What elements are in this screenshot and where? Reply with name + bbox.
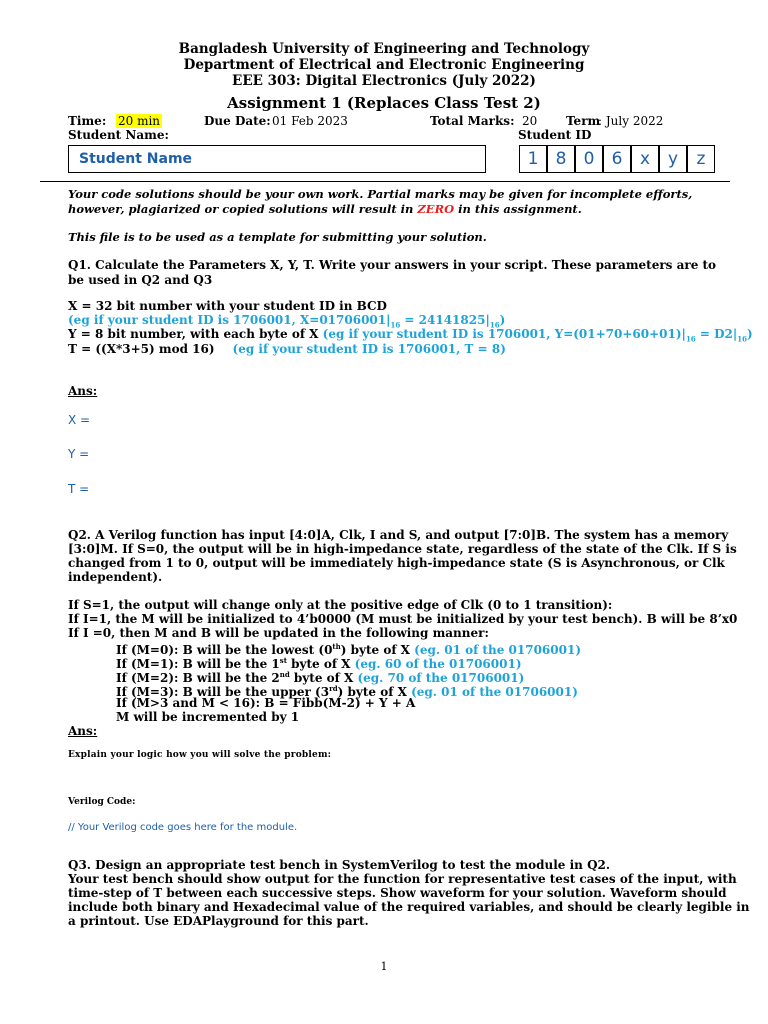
x-example-sub: 16: [390, 320, 401, 330]
student-id-digit[interactable]: 0: [575, 145, 603, 173]
case-sup: th: [332, 642, 341, 651]
t-answer[interactable]: T =: [68, 482, 90, 496]
assignment-title: Assignment 1 (Replaces Class Test 2): [227, 94, 541, 112]
course-title: EEE 303: Digital Electronics (July 2022): [232, 73, 536, 89]
case-sup: st: [279, 656, 287, 665]
verilog-code-label: Verilog Code:: [68, 797, 136, 807]
student-id-digit[interactable]: x: [631, 145, 659, 173]
q1-answer-label: Ans:: [68, 384, 98, 398]
y-answer[interactable]: Y =: [68, 447, 90, 461]
zero-warning: ZERO: [417, 202, 455, 216]
q2-case-fib: If (M>3 and M < 16): B = Fibb(M-2) + Y + A: [116, 696, 416, 710]
q2-line-4: independent).: [68, 570, 163, 584]
x-answer[interactable]: X =: [68, 413, 91, 427]
q2-rule-3: If I =0, then M and B will be updated in the following manner:: [68, 626, 489, 640]
department-name: Department of Electrical and Electronic Engineering: [183, 57, 585, 73]
header-divider: [40, 181, 730, 182]
q2-rule-2: If I=1, the M will be initialized to 4’b0000 (M must be initialized by your test bench). B will be 8’x0: [68, 612, 738, 626]
case-example: (eg. 70 of the 01706001): [357, 671, 525, 685]
case-text: If (M=2): B will be the 2: [116, 671, 280, 685]
q1-line-2: be used in Q2 and Q3: [68, 273, 213, 287]
university-name: Bangladesh University of Engineering and Technology: [178, 41, 590, 57]
t-definition: [68, 342, 506, 356]
q2-line-3: changed from 1 to 0, output will be immediately high-impedance state (S is Asynchronous, or Clk: [68, 556, 725, 570]
case-example: (eg. 01 of the 01706001): [411, 685, 578, 699]
x-example-text: (eg if your student ID is 1706001, X=01706001|: [68, 313, 391, 327]
x-definition: X = 32 bit number with your student ID in BCD: [68, 299, 387, 313]
q2-line-1: Q2. A Verilog function has input [4:0]A, Clk, I and S, and output [7:0]B. The system has a memory: [68, 528, 729, 542]
explain-logic-label: Explain your logic how you will solve the problem:: [68, 750, 332, 760]
student-id-label: Student ID: [518, 128, 592, 142]
case-text: If (M=1): B will be the 1: [116, 657, 280, 671]
q3-line-2: Your test bench should show output for the function for representative test cases of the input, with: [68, 872, 737, 886]
case-text: If (M=0): B will be the lowest (0: [116, 643, 333, 657]
q3-line-1: Q3. Design an appropriate test bench in SystemVerilog to test the module in Q2.: [68, 858, 611, 872]
total-marks-value: 20: [522, 114, 538, 128]
total-marks-label: Total Marks:: [430, 114, 515, 128]
student-id-digit[interactable]: 1: [519, 145, 547, 173]
student-name-label: Student Name:: [68, 128, 169, 142]
q3-line-5: a printout. Use EDAPlayground for this part.: [68, 914, 369, 928]
student-name-field[interactable]: [68, 145, 486, 173]
q2-case-increment: M will be incremented by 1: [116, 710, 300, 724]
x-example-sub: 16: [489, 320, 500, 330]
case-example: (eg. 01 of the 01706001): [414, 643, 581, 657]
page-number: 1: [380, 960, 388, 973]
due-date-label: Due Date:: [204, 114, 271, 128]
y-example-text: (eg if your student ID is 1706001, Y=(01+70+60+01)|: [322, 327, 686, 341]
notice-text: however, plagiarized or copied solutions will result in: [68, 202, 418, 216]
verilog-code-area[interactable]: // Your Verilog code goes here for the module.: [68, 822, 298, 833]
t-definition-text: T = ((X*3+5) mod 16): [68, 342, 215, 356]
q1-line-1: Q1. Calculate the Parameters X, Y, T. Write your answers in your script. These parameters are to: [68, 258, 717, 272]
case-text: ) byte of X: [337, 685, 412, 699]
y-example-text: ): [746, 327, 753, 341]
term-value: : July 2022: [598, 114, 664, 128]
time-label: Time:: [68, 114, 107, 128]
case-sup: nd: [279, 670, 290, 679]
notice-text: in this assignment.: [454, 202, 582, 216]
case-text: ) byte of X: [340, 643, 415, 657]
case-text: byte of X: [289, 671, 358, 685]
case-example: (eg. 60 of the 01706001): [354, 657, 522, 671]
case-sup: rd: [329, 684, 338, 693]
case-text: If (M=3): B will be the upper (3: [116, 685, 330, 699]
term-label: Term: [566, 114, 601, 128]
notice-line-2: [68, 202, 582, 216]
y-definition-text: Y = 8 bit number, with each byte of X: [68, 327, 323, 341]
student-id-digit[interactable]: z: [687, 145, 715, 173]
y-example-sub: 16: [685, 334, 696, 344]
due-date-value: 01 Feb 2023: [272, 114, 348, 128]
y-example-text: = D2|: [695, 327, 738, 341]
student-id-digit[interactable]: y: [659, 145, 687, 173]
student-id-digit[interactable]: 6: [603, 145, 631, 173]
t-example: (eg if your student ID is 1706001, T = 8): [232, 342, 506, 356]
x-example-text: = 24141825|: [400, 313, 490, 327]
student-id-digit[interactable]: 8: [547, 145, 575, 173]
q2-answer-label: Ans:: [68, 724, 98, 738]
template-note: This file is to be used as a template for submitting your solution.: [68, 230, 487, 244]
x-example-text: ): [499, 313, 506, 327]
q2-rule-1: If S=1, the output will change only at the positive edge of Clk (0 to 1 transition):: [68, 598, 613, 612]
case-text: byte of X: [286, 657, 355, 671]
q3-line-4: include both binary and Hexadecimal value of the required variables, and should be clearly legible in: [68, 900, 750, 914]
time-value: 20 min: [118, 114, 161, 128]
q3-line-3: time-step of T between each successive steps. Show waveform for your solution. Waveform should: [68, 886, 727, 900]
y-example-sub: 16: [737, 334, 747, 344]
y-example: [322, 327, 753, 344]
q2-line-2: [3:0]M. If S=0, the output will be in high-impedance state, regardless of the state of the Clk. If S is: [68, 542, 737, 556]
student-name-value: Student Name: [79, 151, 193, 167]
notice-line-1: Your code solutions should be your own work. Partial marks may be given for incomplete efforts,: [68, 187, 693, 201]
